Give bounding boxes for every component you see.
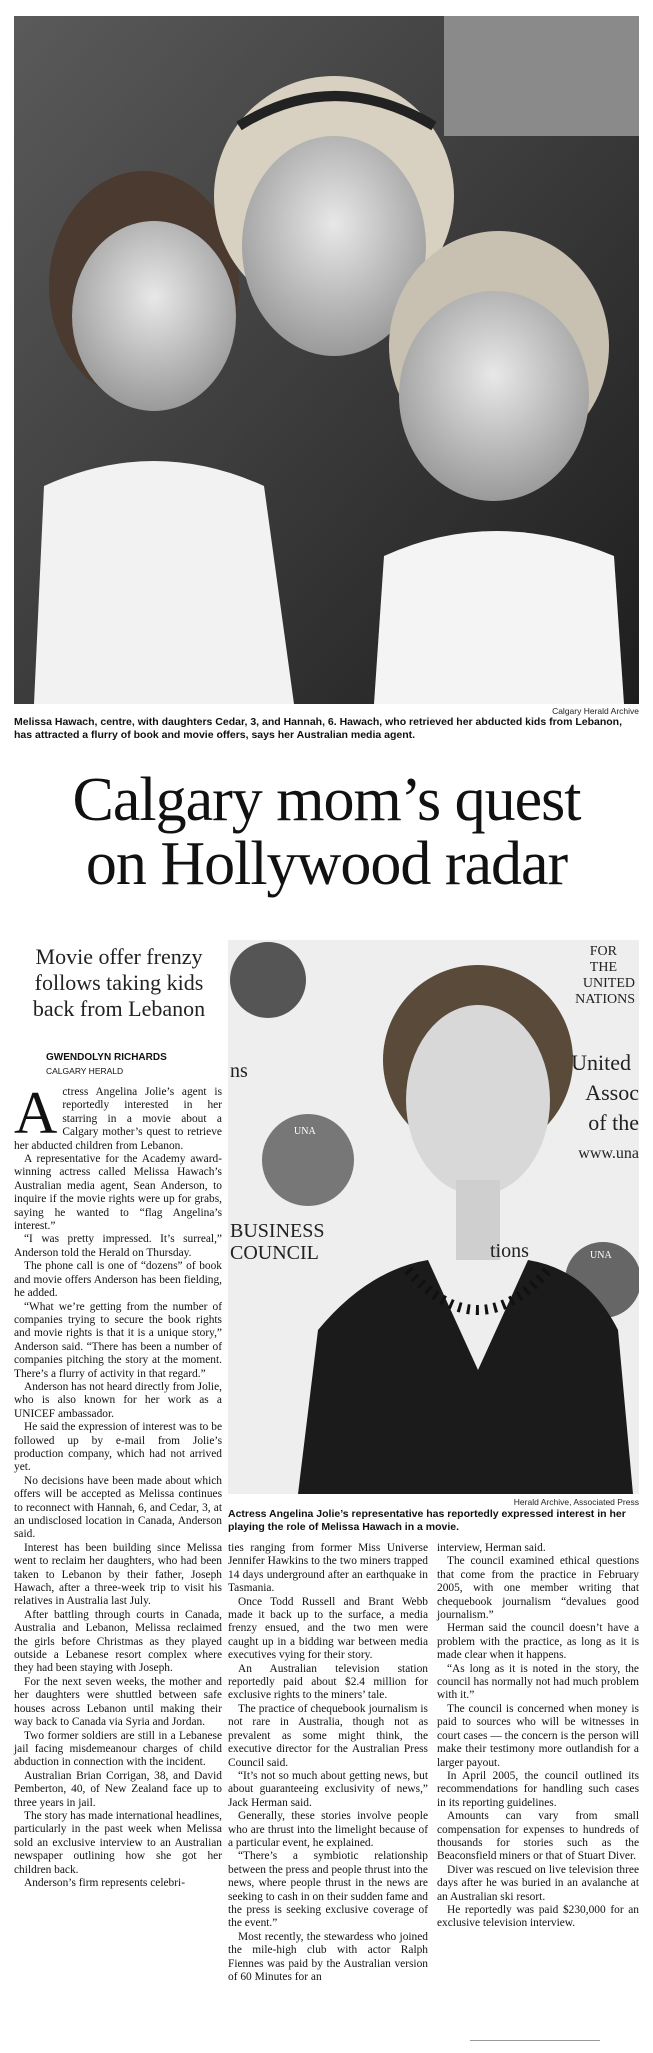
un-sign-1: FOR [589,944,617,959]
right-photo-credit: Herald Archive, Associated Press [513,1497,639,1507]
assoc-text: Assoc [585,1080,639,1105]
paragraph: Interest has been building since Melissa went to reclaim her daughters, who had been taken to Lebanon by their father, Joseph Hawach, after a three-week trip to visit his relatives in Australia last July. [14,1541,222,1608]
paragraph: Herman said the council doesn’t have a problem with the practice, as long as it is made clear when it happens. [437,1622,639,1662]
business-text: BUSINESS [230,1220,325,1242]
paragraph: Most recently, the stewardess who joined the mile-high club with actor Ralph Fiennes was paid by the Australian version of 60 Minutes for an [228,1930,428,1983]
paragraph: An Australian television station reportedly paid about $2.4 million for exclusive rights to the miners’ tale. [228,1662,428,1702]
paragraph: “I was pretty impressed. It’s surreal,” Anderson told the Herald on Thursday. [14,1233,222,1259]
paragraph: “As long as it is noted in the story, the council has normally not had much problem with it.” [437,1662,639,1702]
headline [0,768,653,896]
un-sign-3: UNITED [582,976,635,991]
council-text: COUNCIL [230,1242,319,1264]
paragraph: Once Todd Russell and Brant Webb made it back up to the surface, a media frenzy ensued, and the two men were caught up in a bidding war between media executives vying for their story. [228,1595,428,1662]
paragraph: He said the expression of interest was to be followed up by e-mail from Jolie’s production company, which had not arrived yet. [14,1421,222,1474]
paragraph [14,1080,222,1153]
drop-cap: A [14,1080,58,1146]
right-photo [228,940,639,1494]
deck-line-1: Movie offer frenzy [35,944,203,969]
paragraph: In April 2005, the council outlined its recommendations for handling such cases in its reporting guidelines. [437,1769,639,1809]
paragraph: The story has made international headlines, particularly in the past week when Melissa sold an exclusive interview to an Australian newspaper outlining how she got her children back. [14,1809,223,1876]
paragraph: “It’s not so much about getting news, but about guaranteeing exclusivity of news,” Jack Herman said. [228,1769,428,1809]
top-photo-caption: Melissa Hawach, centre, with daughters Cedar, 3, and Hannah, 6. Hawach, who retrieved her abducted kids from Lebanon, has attracted a flurry of book and movie offers, says her Australian media agent. [14,716,622,741]
una-seal-right-text: UNA [590,1250,612,1261]
un-sign-4: NATIONS [575,992,635,1007]
ofthe-text: of the [588,1110,639,1135]
column-3 [437,1542,639,1931]
top-photo [14,16,639,704]
paragraph: ties ranging from former Miss Universe Jennifer Hawkins to the two miners trapped 14 days underground after an earthquake in Tasmania. [228,1542,428,1595]
paragraph: Two former soldiers are still in a Lebanese jail facing misdemeanour charges of child abduction in connection with the incident. [14,1729,222,1769]
paragraph: “There’s a symbiotic relationship between the press and people thrust into the news, where people thrust in the news are seeking to cash in on their sudden fame and the press is seeking exclusive coverage of the event.” [228,1850,428,1930]
deck [14,944,224,1022]
paragraph: After battling through courts in Canada, Australia and Lebanon, Melissa reclaimed the girls before Christmas as they played outside a Lebanese resort complex where they had been staying with Joseph. [14,1608,222,1675]
paragraph: The phone call is one of “dozens” of book and movie offers Anderson has been fielding, he added. [14,1260,222,1300]
paragraph: Generally, these stories involve people who are thrust into the limelight because of a particular event, he explained. [228,1810,428,1849]
right-photo-image [228,940,639,1494]
paragraph: “What we’re getting from the number of companies trying to secure the book rights and movie rights is that it is a unique story,” Anderson said. “There has been a number of companies pitching the story at the moment. There’s a flurry of activity in that regard.” [14,1300,222,1380]
deck-line-3: back from Lebanon [32,996,206,1021]
paragraph: A representative for the Academy award-winning actress called Melissa Hawach’s Australian media agent, Sean Anderson, to inquire if the movie rights were up for grabs, saying he wanted to “flag Angelina’s interest.” [14,1153,222,1233]
paragraph: Amounts can vary from small compensation for expenses to hundreds of thousands for stories such as the Beaconsfield miners or that of Stuart Diver. [437,1810,639,1863]
un-sign-2: THE [589,960,617,975]
deck-line-2: follows taking kids [34,970,204,995]
paragraph-text: ctress Angelina Jolie’s agent is reportedly interested in her starring in a movie about a Calgary mother’s quest to retrieve her abducted children from Lebanon. [14,1086,222,1152]
paragraph: The practice of chequebook journalism is not rare in Australia, though not as prevalent as some might think, the executive director for the Australian Press Council said. [228,1702,428,1769]
byline-outlet: CALGARY HERALD [46,1066,124,1076]
ns-text: ns [230,1060,248,1082]
paragraph: Anderson has not heard directly from Jolie, who is also known for her work as a UNICEF ambassador. [14,1380,222,1420]
paragraph: Australian Brian Corrigan, 38, and David Pemberton, 40, of New Zealand face up to three years in jail. [14,1769,222,1809]
url-text: www.una [578,1145,639,1162]
paragraph: No decisions have been made about which offers will be accepted as Melissa continues to reconnect with Hannah, 6, and Cedar, 3, at an undisclosed location in Canada, Anderson said. [14,1474,222,1541]
paragraph: He reportedly was paid $230,000 for an exclusive television interview. [437,1903,639,1930]
right-photo-caption: Actress Angelina Jolie’s representative has reportedly expressed interest in her playing the role of Melissa Hawach in a movie. [228,1508,626,1533]
paragraph: The council is concerned when money is paid to sources who will be witnesses in court cases — the concern is the person will make their testimony more outlandish for a larger payout. [437,1702,639,1769]
paragraph: Anderson’s firm represents celebri- [24,1876,185,1889]
tions-text: tions [490,1240,529,1262]
united-text: United [571,1050,631,1075]
paragraph: The council examined ethical questions that come from the practice in February 2005, with one member writing that chequebook journalism “devalues good journalism.” [437,1555,639,1622]
end-rule [470,2040,600,2041]
column-1 [14,1080,223,1890]
paragraph: Diver was rescued on live television three days after he was buried in an avalanche at an Australian ski resort. [437,1863,639,1903]
column-2 [228,1542,428,1984]
headline-line-1: Calgary mom’s quest [72,766,581,834]
headline-line-2: on Hollywood radar [85,830,568,898]
top-photo-image [14,16,639,704]
top-photo-credit: Calgary Herald Archive [552,706,639,716]
paragraph: For the next seven weeks, the mother and her daughters were shuttled between safe houses across Lebanon until making their way back to Canada via Syria and Jordan. [14,1675,222,1729]
seal-icon [230,942,306,1018]
paragraph: interview, Herman said. [437,1542,546,1554]
una-seal-text: UNA [294,1126,316,1137]
byline-author: GWENDOLYN RICHARDS [46,1052,167,1063]
